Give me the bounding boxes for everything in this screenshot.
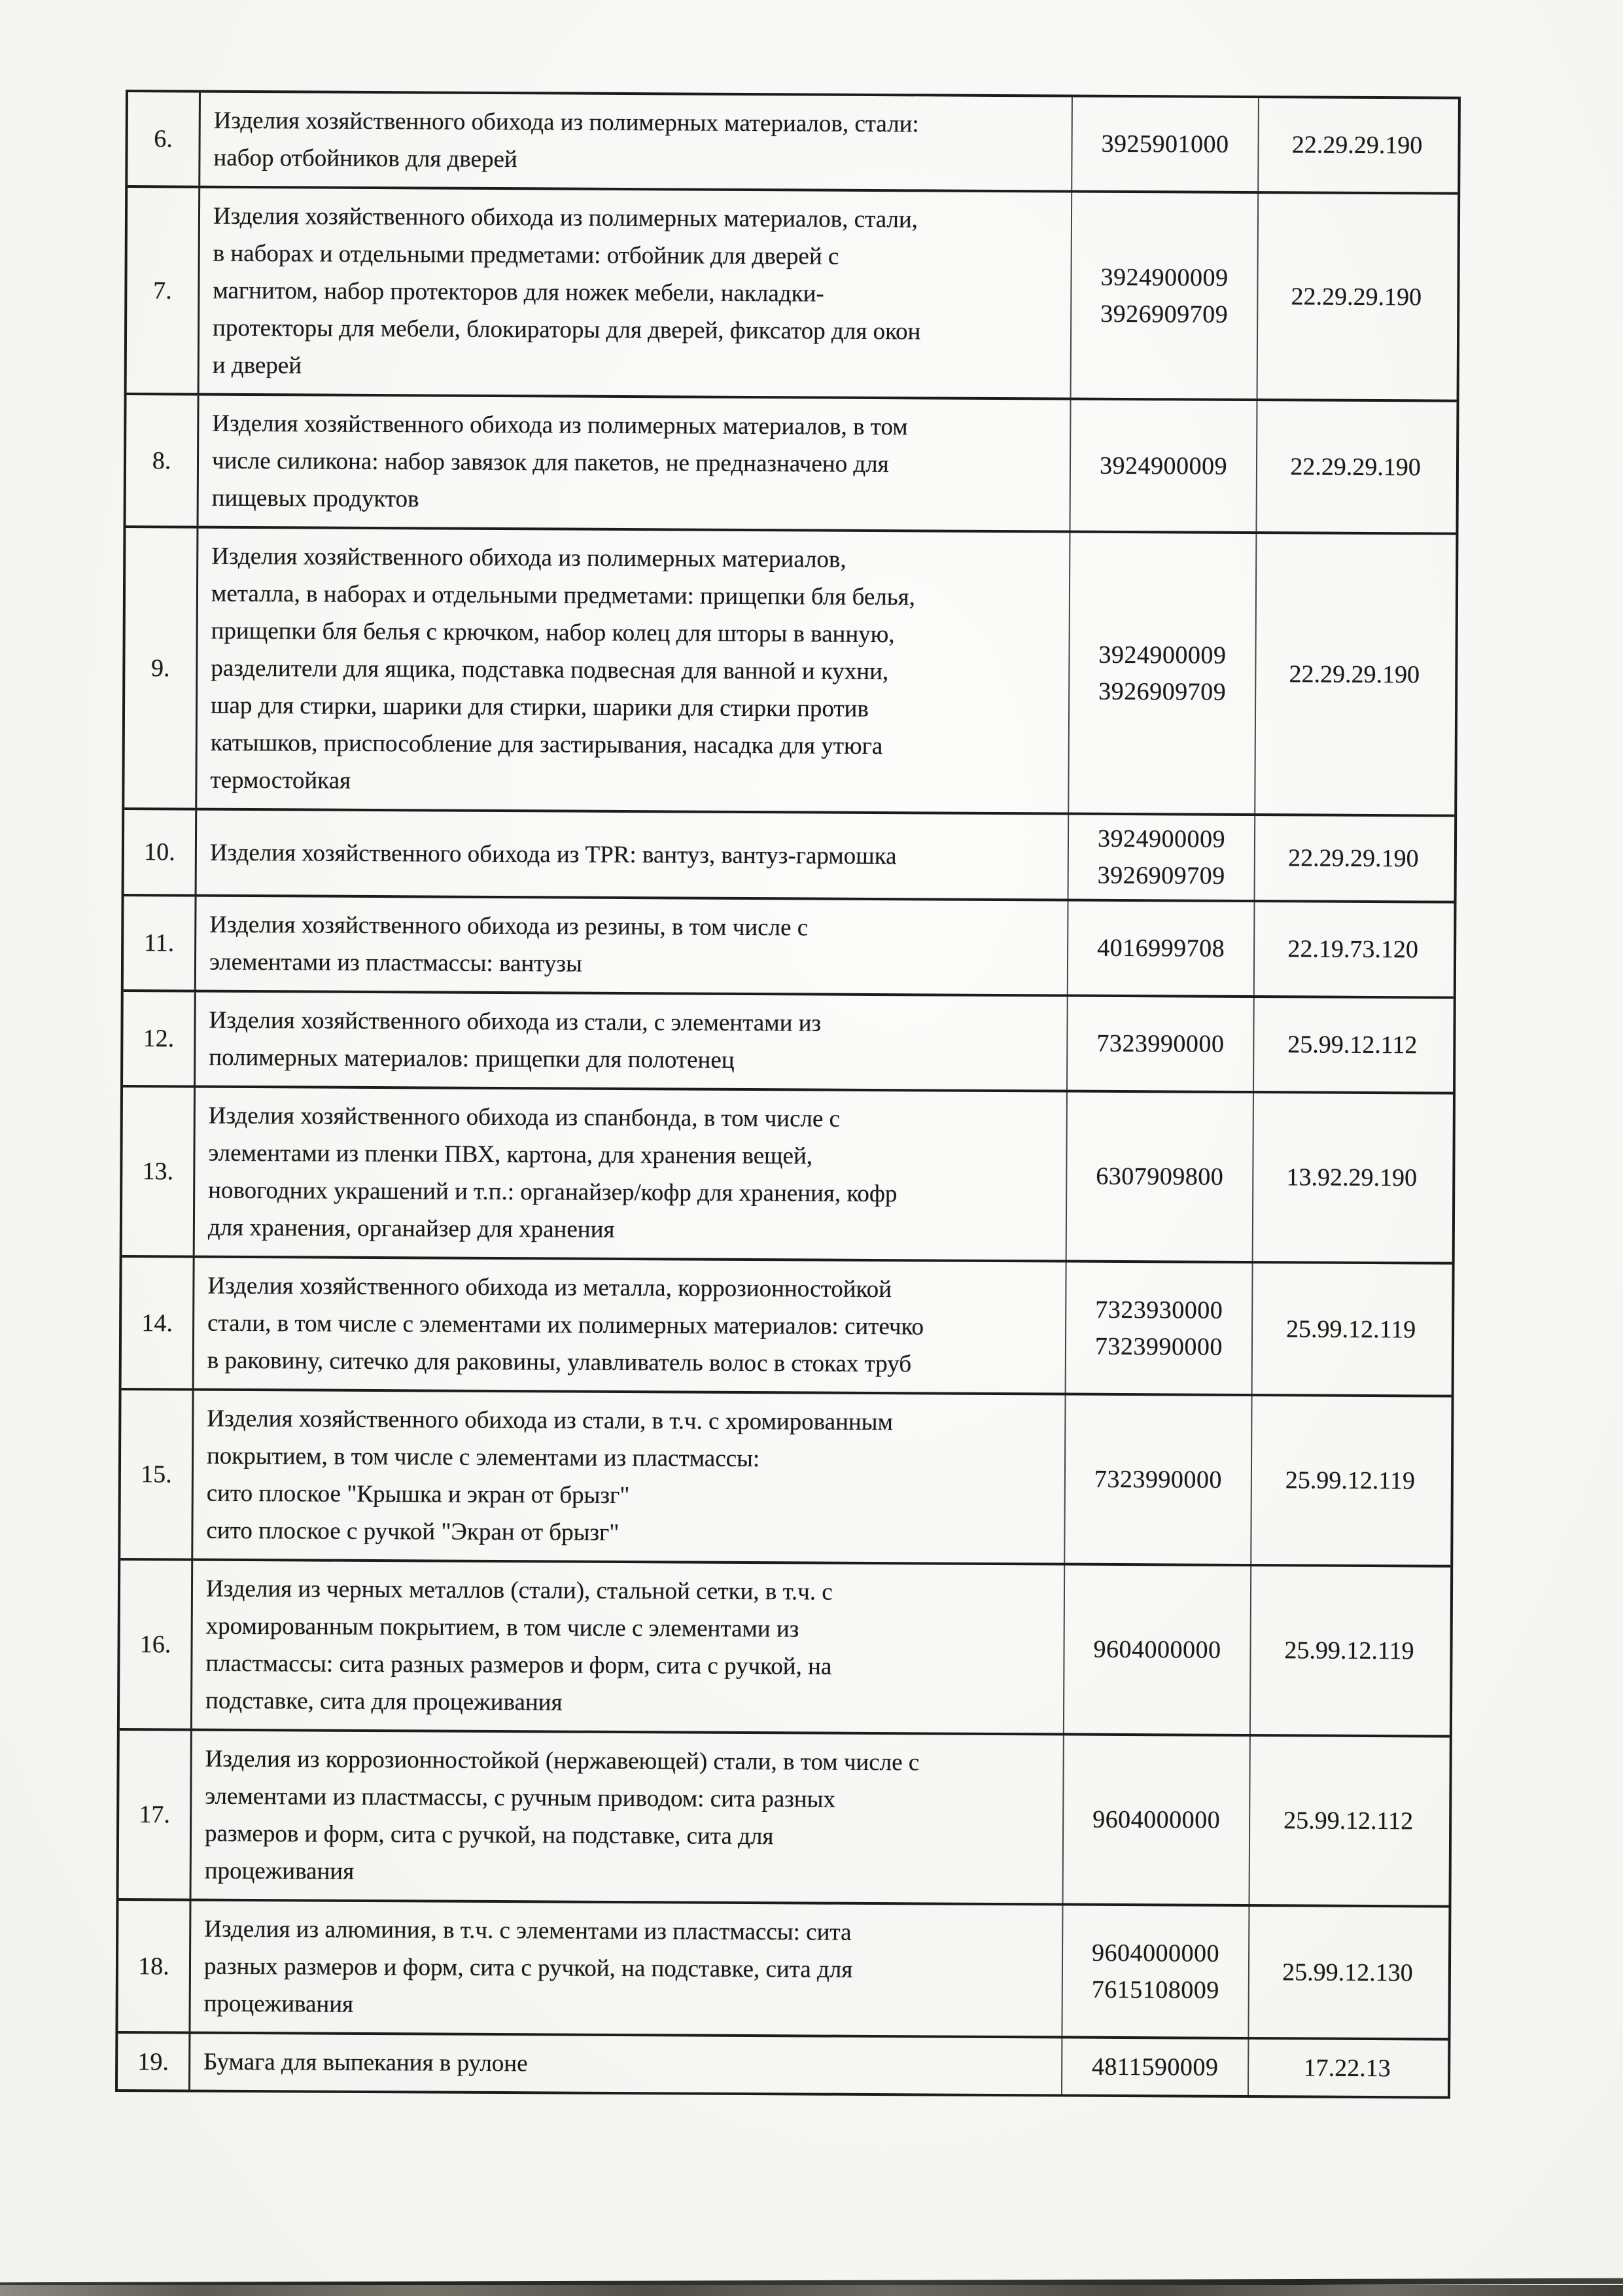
class-code-cell: 25.99.12.119	[1285, 1466, 1416, 1495]
hs-code-cell: 3925901000	[1072, 97, 1259, 191]
hs-code-cell: 4016999708	[1068, 902, 1255, 995]
class-code-cell: 25.99.12.112	[1283, 1807, 1414, 1835]
description-cell: Изделия из черных металлов (стали), стальной сетки, в т.ч. с хромированным покрытием, в том числе с элементами из пластмассы: сита разных размеров и форм, сита с ручкой, на подставке, сита для процеживания	[192, 1561, 1065, 1733]
hs-code-cell: 3924900009 3926909709	[1069, 533, 1257, 813]
goods-classification-table	[115, 90, 1461, 2099]
hs-code-cell: 7323990000	[1068, 997, 1255, 1091]
table-row	[119, 1731, 1450, 1908]
hs-code-cell: 9604000000 7615108009	[1062, 1906, 1249, 2037]
hs-code-cell: 7323990000	[1065, 1396, 1252, 1564]
scanner-edge-artifact	[0, 2279, 1623, 2296]
row-number-cell: 8.	[126, 395, 200, 526]
scan-edge-shadow	[0, 2285, 1623, 2296]
hs-code-cell: 3924900009 3926909709	[1072, 193, 1259, 398]
description-cell: Изделия хозяйственного обихода из TPR: вантуз, вантуз-гармошка	[197, 811, 1070, 899]
description-cell: Изделия хозяйственного обихода из металла, коррозионностойкой стали, в том числе с элементами их полимерных материалов: ситечко в раковину, ситечко для раковины, улавливатель волос в стоках труб	[194, 1258, 1067, 1393]
row-number-cell: 10.	[124, 810, 198, 894]
class-code-cell: 25.99.12.119	[1285, 1315, 1416, 1343]
table-row	[118, 2034, 1448, 2096]
table-row	[120, 1390, 1451, 1568]
table-row	[118, 1901, 1448, 2041]
table-row	[126, 395, 1456, 535]
class-code-cell: 25.99.12.112	[1287, 1031, 1418, 1059]
description-cell: Изделия хозяйственного обихода из стали, с элементами из полимерных материалов: прищепки для полотенец	[196, 993, 1068, 1090]
row-number-cell: 18.	[118, 1901, 191, 2032]
hs-code-cell: 6307909800	[1067, 1093, 1254, 1261]
hs-code-cell: 7323930000 7323990000	[1066, 1263, 1253, 1394]
row-number-cell: 13.	[122, 1087, 196, 1256]
description-cell: Изделия из коррозионностойкой (нержавеющей) стали, в том числе с элементами из пластмассы, с ручным приводом: сита разных размеров и форм, сита с ручкой, на подставке, сита для процеживания	[192, 1731, 1064, 1903]
class-code-cell: 22.29.29.190	[1288, 844, 1419, 873]
table-row	[123, 992, 1454, 1095]
hs-code-cell: 9604000000	[1064, 1736, 1251, 1904]
class-code-cell: 22.29.29.190	[1291, 282, 1422, 311]
description-cell: Бумага для выпекания в рулоне	[190, 2034, 1062, 2094]
class-code-cell: 25.99.12.119	[1284, 1636, 1414, 1665]
hs-code-cell: 3924900009 3926909709	[1069, 815, 1256, 900]
table-row	[124, 810, 1455, 904]
description-cell: Изделия хозяйственного обихода из полимерных материалов, металла, в наборах и отдельными предметами: прищепки бля белья, прищепки бля белья с крючком, набор колец для шторы в ванную, разделители для ящика, подставка подвесная для ванной и кухни, шар для стирки, шарики для стирки, шарики для стирки против катышков, приспособление для застирывания, насадка для утюга термостойкая	[197, 529, 1070, 813]
class-code-cell: 22.19.73.120	[1287, 935, 1419, 964]
row-number-cell: 11.	[124, 896, 197, 990]
description-cell: Изделия хозяйственного обихода из полимерных материалов, стали: набор отбойников для дверей	[200, 93, 1073, 190]
table-row	[127, 188, 1458, 402]
row-number-cell: 9.	[124, 528, 198, 808]
class-code-cell: 22.29.29.190	[1290, 452, 1421, 481]
table-row	[128, 92, 1458, 195]
table-row	[124, 896, 1454, 999]
row-number-cell: 7.	[127, 188, 201, 393]
row-number-cell: 19.	[118, 2034, 190, 2090]
description-cell: Изделия хозяйственного обихода из стали, в т.ч. с хромированным покрытием, в том числе с элементами из пластмассы: сито плоское "Крышка и экран от брызг" сито плоское с ручкой "Экран от брызг"	[193, 1391, 1066, 1563]
description-cell: Изделия хозяйственного обихода из спанбонда, в том числе с элементами из пленки ПВХ, картона, для хранения вещей, новогодних украшений и т.п.: органайзер/кофр для хранения, кофр для хранения, органайзер для хранения	[195, 1088, 1068, 1260]
class-code-cell: 25.99.12.130	[1282, 1958, 1413, 1987]
hs-code-cell: 3924900009	[1070, 400, 1257, 531]
description-cell: Изделия из алюминия, в т.ч. с элементами из пластмассы: сита разных размеров и форм, сита с ручкой, на подставке, сита для процеживания	[190, 1901, 1063, 2036]
description-cell: Изделия хозяйственного обихода из резины, в том числе с элементами из пластмассы: вантузы	[196, 897, 1069, 995]
hs-code-cell: 4811590009	[1062, 2039, 1249, 2095]
hs-code-cell: 9604000000	[1064, 1566, 1251, 1734]
table-row	[122, 1087, 1453, 1265]
row-number-cell: 12.	[123, 992, 196, 1086]
row-number-cell: 6.	[128, 92, 201, 186]
row-number-cell: 16.	[120, 1561, 193, 1729]
row-number-cell: 15.	[120, 1390, 194, 1559]
table-row	[122, 1258, 1452, 1398]
row-number-cell: 14.	[122, 1258, 195, 1388]
table-row	[120, 1561, 1450, 1738]
description-cell: Изделия хозяйственного обихода из полимерных материалов, стали, в наборах и отдельными предметами: отбойник для дверей с магнитом, набор протекторов для ножек мебели, накладки- протекторы для мебели, блокираторы для дверей, фиксатор для окон и дверей	[200, 188, 1073, 398]
class-code-cell: 22.29.29.190	[1291, 131, 1423, 160]
row-number-cell: 17.	[119, 1731, 192, 1899]
class-code-cell: 22.29.29.190	[1289, 660, 1420, 688]
description-cell: Изделия хозяйственного обихода из полимерных материалов, в том числе силикона: набор завязок для пакетов, не предназначено для пищевых продуктов	[199, 396, 1072, 531]
class-code-cell: 13.92.29.190	[1286, 1163, 1418, 1192]
table-row	[124, 528, 1456, 817]
class-code-cell: 17.22.13	[1303, 2053, 1391, 2082]
